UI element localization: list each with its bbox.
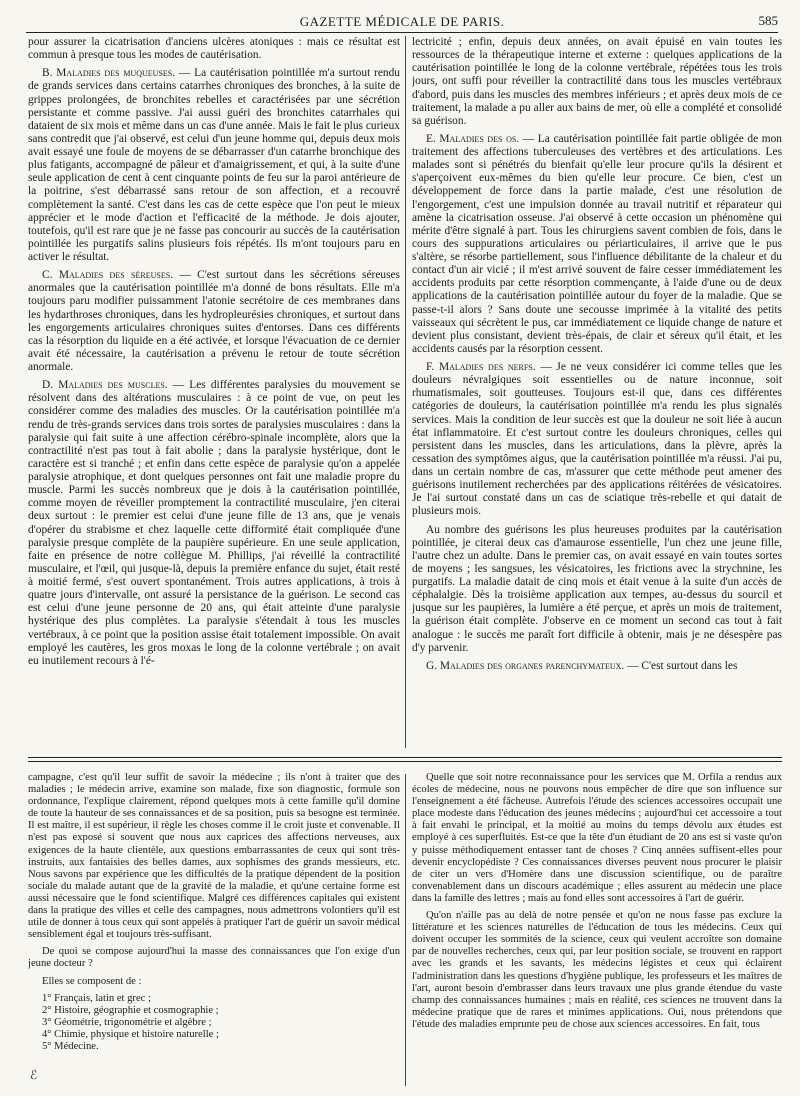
section-f-nerfs bbox=[412, 361, 782, 519]
paragraph-campagne: campagne, c'est qu'il leur suffit de savoir la médecine ; ils n'ont à traiter que des maladies ; le médecin arrive, examine son malade, fixe son diagnostic, formule son ordonnance, l'explique clairement, répond quelques mots à cette famille qu'il domine de toute la hauteur de ses connaissances et de sa position, puis sa besogne est terminée. Il est maître, il est supérieur, il règle les choses comme il le croit juste et convenable. Il n'est pas exposé si souvent que nous aux caprices des affections nerveuses, aux exigences de la haute clientèle, aux questions embarrassantes de ceux qui sont très-instruits, aux fantaisies des belles dames, aux sophismes des grands messieurs, etc. Nous savons par expérience que les difficultés de la pratique dépendent de la position sociale du malade autant que de la gravité de la maladie, et qu'une certaine forme est aussi nécessaire que le fond scientifique. Malgré ces différences capitales qui existent dans la pratique des villes et celle des campagnes, nous admettrons volontiers qu'il est utile de donner à tous ceux qui sont appelés à pratiquer l'art de guérir un savoir médical sensiblement égal et toujours très-suffisant. bbox=[28, 772, 400, 941]
page-header bbox=[26, 10, 778, 33]
section-text: — C'est surtout dans les bbox=[624, 659, 738, 672]
paragraph-orfila: Quelle que soit notre reconnaissance pour les services que M. Orfila a rendus aux écoles de médecine, nous ne pouvons nous empêcher de dire que son influence sur l'enseignement a été fâcheuse. Autrefois l'étude des sciences accessoires occupait une place modeste dans l'éducation des jeunes médecins ; aujourd'hui cet accessoire a tout à fait envahi le principal, et la moitié au moins du temps dévolu aux études est employé à ces superfluités. Est-ce que la tête d'un étudiant de 20 ans est si vaste qu'on y puisse méthodiquement entasser tant de choses ? Cinq années suffisent-elles pour devenir encyclopédiste ? Ces connaissances diverses peuvent nous procurer le plaisir de citer un vers d'Homère dans une discussion scientifique, ou de paraître convenablement dans un discours académique ; elles assurent au médecin une place dans la famille des lettres ; mais au fond elles sont accessoires à l'art de guérir. bbox=[412, 772, 782, 904]
section-heading: E. Maladies des os. bbox=[426, 132, 520, 145]
upper-left-column bbox=[28, 36, 400, 752]
section-c-sereuses bbox=[28, 269, 400, 374]
journal-title: GAZETTE MÉDICALE DE PARIS. bbox=[299, 14, 505, 29]
section-heading: B. Maladies des muqueuses. bbox=[42, 67, 176, 80]
curriculum-list bbox=[28, 993, 400, 1053]
lower-left-column bbox=[28, 772, 400, 1088]
section-e-os bbox=[412, 133, 782, 356]
paragraph-pensee: Qu'on n'aille pas au delà de notre pensée et qu'on ne nous fasse pas exclure la littérature et les sciences naturelles de l'éducation de tous les médecins. Ceux qui doivent occuper les sommités de la science, ceux qui veulent accroître son domaine par de nouvelles recherches, ceux qui, par leur position sociale, se trouvent en rapport avec les grands et les savants, les médecins légistes et ceux qui éclairent l'administration dans les questions d'hygiène publique, les professeurs et les maîtres de l'art, auront besoin d'embrasser dans leurs travaux une plus grande étendue du vaste champ des connaissances humaines ; mais en réalité, ces sciences ne trouvent dans la médecine pratique que de rares et minimes applications. Oui, nous prétendons que l'étude des maladies emprunte peu de chose aux sciences accessoires. En fait, tous bbox=[412, 910, 782, 1030]
list-item: 4° Chimie, physique et histoire naturelle ; bbox=[42, 1028, 219, 1040]
column-divider-lower bbox=[405, 774, 406, 1086]
section-b-muqueuses bbox=[28, 67, 400, 264]
list-item: 5° Médecine. bbox=[42, 1040, 99, 1052]
section-text: — Les différentes paralysies du mouvement se résolvent dans des altérations musculaires : à ce point de vue, on peut les considérer comme des maladies des muscles. Or la cautérisation pointillée m'a rendu de très-grands services dans trois sortes de paralysies musculaires : dans la paralysie qui fait suite à une affection cérébro-spinale incomplète, alors que la contractilité n'est pas tout à fait abolie ; dans la paralysie hystérique, dont le caractère est si tranché ; et enfin dans cette espèce de paralysie qu'on a appelée paralysie atrophique, et dont quelques personnes ont fait une maladie propre du muscle. Parmi les succès nombreux que je dois à la cautérisation pointillée, comme moyen de réveiller promptement la contractilité musculaire, j'en citerai deux surtout : le premier est celui d'une jeune fille de 13 ans, que je venais d'opérer du strabisme et chez laquelle cette difformité était compliquée d'une paralysie presque complète de la paupière supérieure. En une seule application, faite en présence de notre collègue M. Phillips, j'ai réveillé la contractilité musculaire, et l'œil, qui jusque-là, depuis la première enfance du sujet, était resté à moitié fermé, s'est ouvert spontanément. Trois autres applications, à trois à quatre jours d'intervalle, ont assuré la persistance de la guérison. Le second cas est celui d'une jeune personne de 20 ans, qui était atteinte d'une paralysie hystérique des plus complètes. La paralysie s'étendait à tous les muscles vertébraux, à ce point que la position assise était totalement impossible. On avait employé les cautères, les gros moxas le long de la colonne vertébrale ; on avait eu inutilement recours à l'é- bbox=[28, 379, 400, 667]
page-number: 585 bbox=[758, 13, 778, 28]
paragraph-question: De quoi se compose aujourd'hui la masse des connaissances que l'on exige d'un jeune docteur ? bbox=[28, 946, 400, 970]
section-text: — Je ne veux considérer ici comme telles que les douleurs névralgiques soit essentielles ou de nature inconnue, soit rhumatismales, soit goutteuses. Toujours est-il que, dans ces différentes catégories de douleurs, la cautérisation pointillée m'a rendu les plus signalés services. Mais la condition de leur succès est que la douleur ne soit liée à aucun état inflammatoire. Et c'est surtout contre les douleurs chroniques, celles qui persistent dans les muscles, dans les articulations, dans la plèvre, après la cessation des symptômes aigus, que la cautérisation pointillée m'a réussi. J'ai pu, dans un certain nombre de cas, m'assurer que cette méthode peut amener des guérisons inutilement recherchées par des applications réitérées de vésicatoires. Je l'ai surtout constaté dans un cas de sciatique très-rebelle et qui datait de plusieurs mois. bbox=[412, 361, 782, 518]
section-text: — La cautérisation pointillée fait partie obligée de mon traitement des affections tuberculeuses des vertèbres et des articulations. Les malades sont si pénétrés du bienfait qu'elle leur procure qu'ils la désirent et s'aperçoivent eux-mêmes du bien qu'elle leur procure. Ce bien, c'est un développement de force dans la partie malade, c'est une résolution de l'engorgement, c'est une impulsion donnée au travail nutritif et réparateur qui amène la cicatrisation osseuse. J'ai observé à cette occasion un phénomène qui mérite d'être signalé à part. Tous les chirurgiens savent combien de fois, dans le cours des suppurations articulaires ou périarticulaires, il arrive que le pus s'altère, se résorbe partiellement, sous l'influence débilitante de la chaleur et du contact d'un air vicié ; il m'est arrivé souvent de faire cesser immédiatement les accidents produits par cette résorption commençante, à l'aide d'une ou de deux applications de la cautérisation pointillée autour du foyer de la maladie. Que se passe-t-il alors ? Sans doute une secousse imprimée à la vitalité des petits vaisseaux qui sécrètent le pus, car immédiatement ce liquide change de nature et devient plus consistant, devient très-épais, de clair et séreux qu'il était, et les accidents causés par la résorption cessent. bbox=[412, 132, 782, 355]
feuilleton-separator bbox=[28, 757, 782, 762]
paragraph-amaurose: Au nombre des guérisons les plus heureuses produites par la cautérisation pointillée, je citerai deux cas d'amaurose essentielle, l'un chez une jeune fille, l'autre chez un adulte. Dans le premier cas, on avait essayé en vain toutes sortes de moyens ; les sangsues, les vésicatoires, les frictions avec la strychnine, les purgatifs. La maladie datait de cinq mois et était venue à la suite d'un accès de céphalalgie. Dès la troisième application aux tempes, au-dessus du sourcil et jusque sur les paupières, la lumière a été perçue, et après un mois de traitement, la guérison était complète. J'observe en ce moment un second cas tout à fait analogue : le succès me paraît fort difficile à obtenir, mais je ne désespère pas d'y parvenir. bbox=[412, 523, 782, 654]
section-text: — La cautérisation pointillée m'a surtout rendu de grands services dans certains catarrhes chroniques des bronches, à la suite de grippes prolongées, de bronchites rebelles et caractérisées par une sécrétion persistante et comme passive. J'ai aussi guéri des bronchites catarrhales qui dataient de six mois et même dans un cas d'une année. Mais le fait le plus curieux sans contredit que j'ai observé, est celui d'un jeune homme qui, depuis deux mois avait essayé une foule de moyens de se débarrasser d'un catarrhe bronchique des plus fatigants, accompagné de pâleur et d'amaigrissement, et qui, à la suite d'une seule application de cent à cent cinquante points de feu sur la paroi antérieure de la poitrine, s'est débarrassé sans retour de son affection, et a recouvré complètement la santé. C'est dans les cas de cette espèce que l'on peut le mieux apprécier et le mode d'action et l'efficacité de la méthode. Je dois ajouter, toutefois, qu'il est rare que je ne fasse pas concourir au succès de la cautérisation pointillée les purgatifs salins plusieurs fois répétés. Ils m'ont toujours paru en activer le résultat. bbox=[28, 67, 400, 263]
section-g-organes bbox=[412, 660, 782, 673]
paragraph-composent: Elles se composent de : bbox=[42, 975, 142, 987]
list-item: 3° Géométrie, trigonométrie et algèbre ; bbox=[42, 1016, 212, 1028]
section-heading: F. Maladies des nerfs. bbox=[426, 361, 536, 373]
lower-right-column bbox=[412, 772, 782, 1088]
section-heading: G. Maladies des organes parenchymateux. bbox=[426, 659, 625, 672]
list-item: 2° Histoire, géographie et cosmographie ; bbox=[42, 1004, 219, 1016]
paragraph-ulcers: pour assurer la cicatrisation d'anciens ulcères atoniques : mais ce résultat est commun à presque tous les modes de cautérisation. bbox=[28, 36, 400, 62]
printer-mark: ℰ bbox=[30, 1068, 38, 1082]
paragraph-electricite: lectricité ; enfin, depuis deux années, on avait épuisé en vain toutes les ressources de la thérapeutique interne et externe : quelques applications de la cautérisation pointillée le long de la colonne vertébrale, répétées tous les trois jours, ont suffi pour réveiller la contractilité dans tous les muscles vertébraux d'abord, puis dans les muscles des membres inférieurs ; et après deux mois de ce traitement, la malade a pu aller aux bains de mer, où elle a complété et consolidé sa guérison. bbox=[412, 36, 782, 127]
section-d-muscles bbox=[28, 379, 400, 668]
section-heading: C. Maladies des séreuses. bbox=[42, 269, 173, 282]
list-item: 1° Français, latin et grec ; bbox=[42, 992, 151, 1004]
section-text: — C'est surtout dans les sécrétions séreuses anormales que la cautérisation pointillée m'a donné de bons résultats. Elle m'a toujours paru modifier puissamment l'atonie secrétoire de ces membranes dans les hydarthroses chroniques, dans les hydropleurésies chroniques, et surtout dans les engorgements articulaires chroniques suites d'entorses. Dans ces différents cas la résorption du liquide en a été activée, et lorsque l'évacuation de ce dernier avait été nécessaire, la cautérisation a prévenu le retour de toute sécrétion anormale. bbox=[28, 269, 400, 373]
upper-right-column bbox=[412, 36, 782, 752]
section-heading: D. Maladies des muscles. bbox=[42, 379, 168, 392]
column-divider-upper bbox=[405, 36, 406, 748]
